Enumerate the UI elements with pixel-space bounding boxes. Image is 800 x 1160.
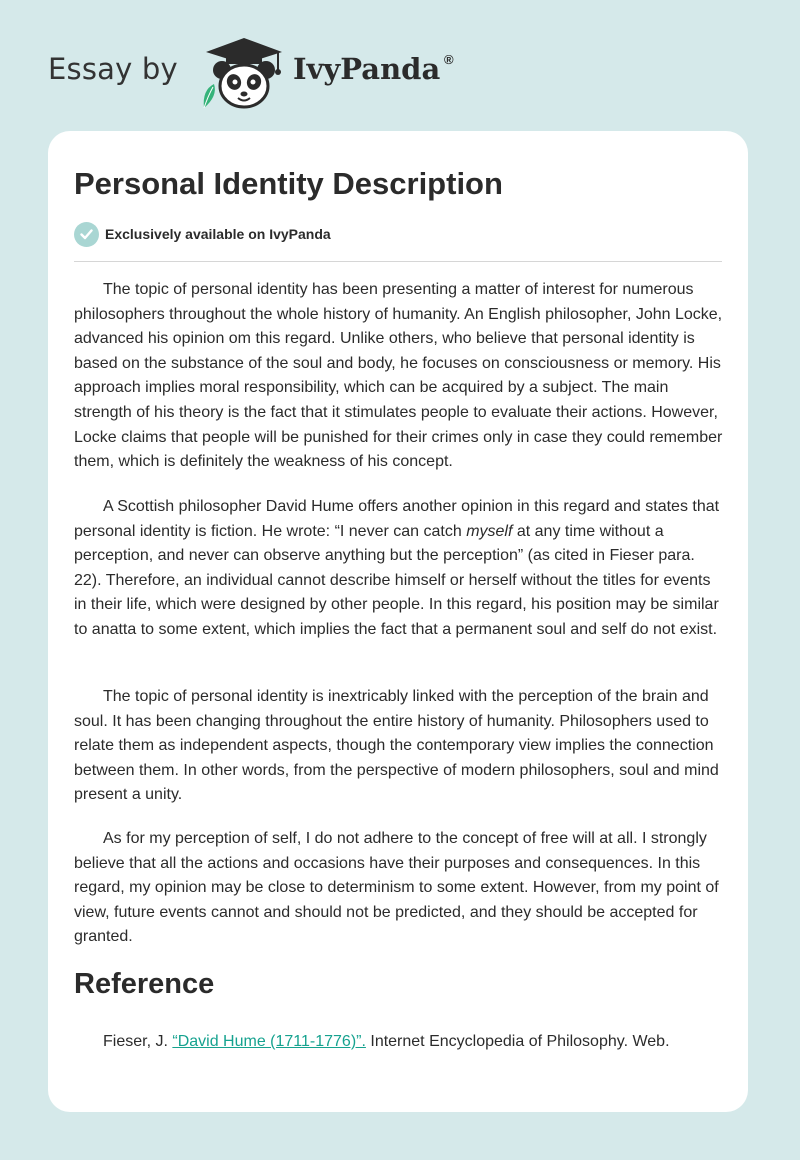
reference-author: Fieser, J. [103,1033,173,1050]
paragraph-3: The topic of personal identity is inextricably linked with the perception of the brain and soul. It has been changing throughout the entire history of humanity. Philosophers used to relate them as independent aspects, though the contemporary view implies the connection between them. In other words, from the perspective of modern philosophers, soul and mind present a unity. [74,688,719,804]
site-header [0,0,800,130]
paragraph-4: As for my perception of self, I do not adhere to the concept of free will at all. I strongly believe that all the actions and occasions have their purposes and consequences. In this regard, my opinion may be close to determinism to some extent. However, from my point of view, future events cannot and should not be predicted, and they should be accepted for granted. [74,830,719,946]
brand-prefix: Essay by [48,52,178,86]
paragraph-2 [74,495,724,643]
essay-card [48,131,748,1112]
paragraph-2-after: at any time without a perception, and never can observe anything but the perception” (as cited in Fieser para. 22). Therefore, an individual cannot describe himself or herself without the titles for events in their life, which were designed by other people. In this regard, his position may be similar to anatta to some extent, which implies the fact that a permanent soul and self do not exist. [74,522,719,638]
registered-mark: ® [444,52,454,67]
brand-name[interactable]: IvyPanda [293,52,441,86]
paragraph-1: The topic of personal identity has been presenting a matter of interest for numerous philosophers throughout the whole history of humanity. An English philosopher, John Locke, advanced his opinion om this regard. Unlike others, who believe that personal identity is based on the substance of the soul and body, he focuses on consciousness or memory. His approach implies moral responsibility, which can be acquired by a subject. The main strength of his theory is the fact that it stimulates people to evaluate their actions. However, Locke claims that people will be punished for their crimes only in case they could remember them, which is definitely the weakness of his concept. [74,281,723,471]
reference-entry [103,1030,670,1054]
panda-logo-svg [198,34,290,110]
panda-logo-icon[interactable] [198,34,290,110]
reference-source: Internet Encyclopedia of Philosophy. Web. [365,1033,670,1050]
leaf-icon [204,84,215,108]
paragraph-2-before: A Scottish philosopher David Hume offers another opinion in this regard and states that personal identity is fiction. He wrote: “I never can catch [74,498,720,540]
page-title: Personal Identity Description [74,166,503,201]
reference-link[interactable]: “David Hume (1711-1776)”. [172,1033,366,1050]
paragraph-2-emphasis: myself [466,522,513,540]
exclusive-label: Exclusively available on IvyPanda [105,226,331,242]
reference-heading: Reference [74,968,215,1000]
divider [74,261,722,262]
checkmark-icon [74,222,99,247]
exclusive-badge [74,221,331,247]
